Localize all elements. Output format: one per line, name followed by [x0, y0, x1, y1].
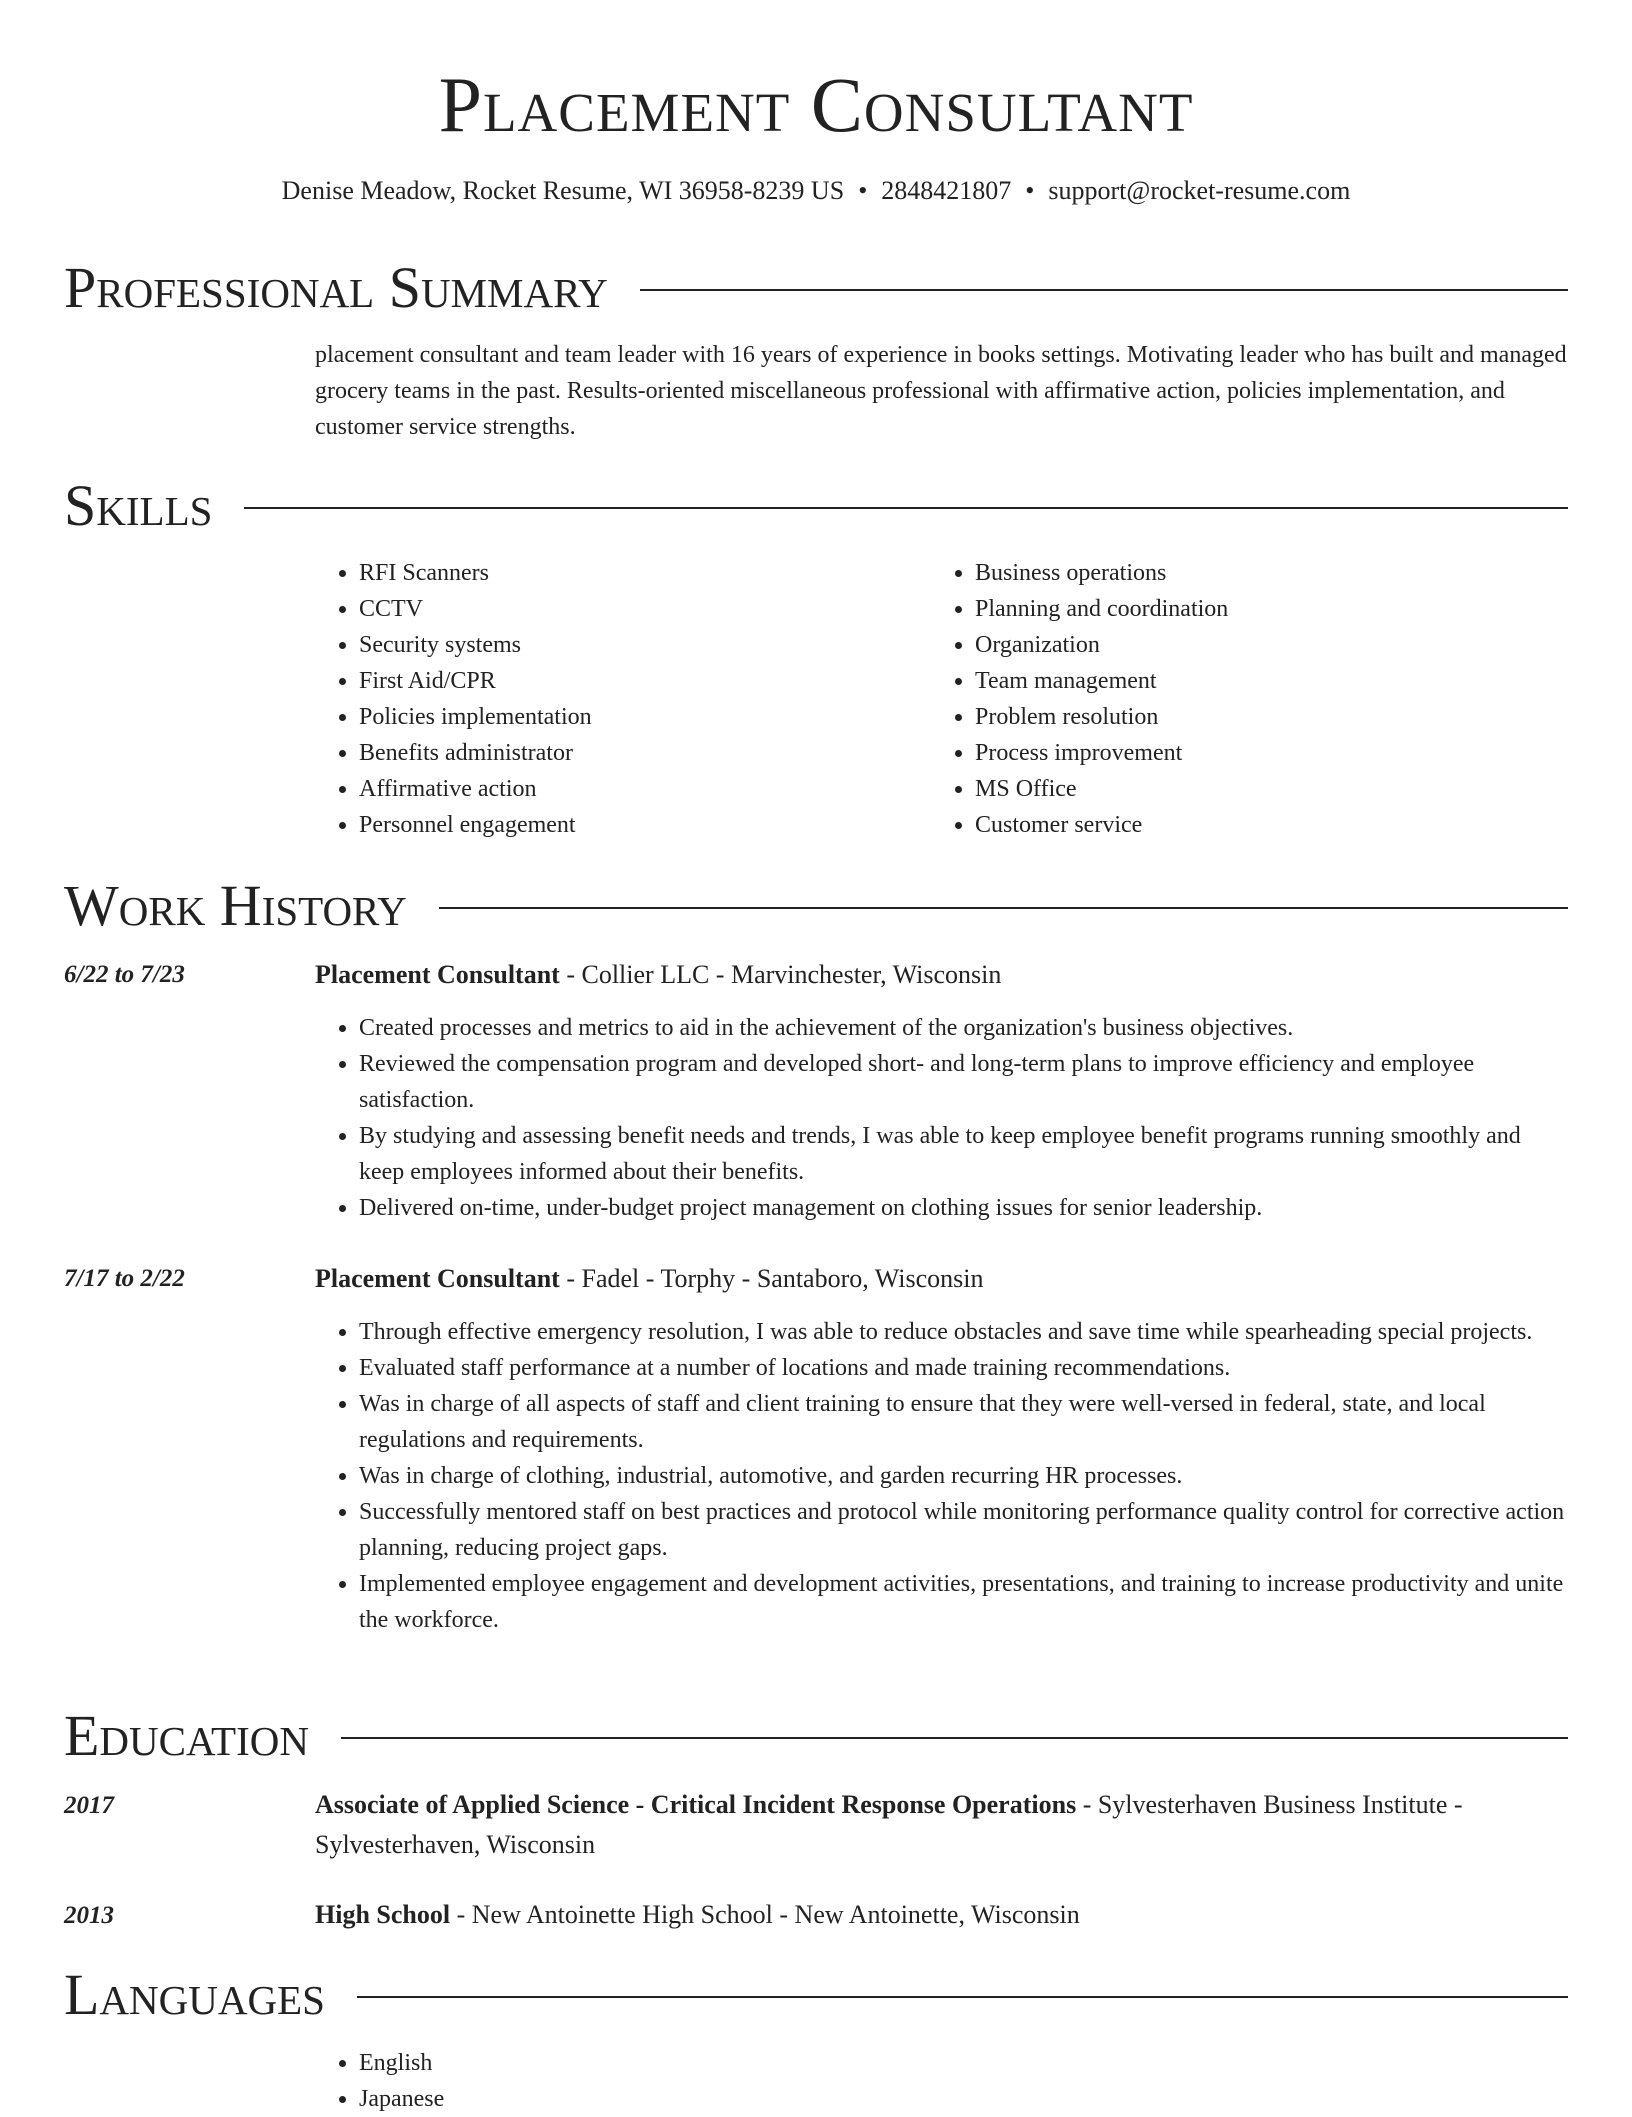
education-year: 2017 — [64, 1792, 114, 1819]
contact-email: support@rocket-resume.com — [1048, 176, 1351, 205]
job-bullet-item: • Was in charge of all aspects of staff and client training to ensure that they were well-versed in federal, state, and local regulations and requirements. — [359, 1386, 1568, 1458]
section-divider — [640, 289, 1568, 291]
language-item: • Japanese — [359, 2081, 1568, 2117]
skill-item: • Affirmative action — [359, 771, 915, 807]
languages-block — [315, 2045, 1568, 2117]
skills-left-column — [315, 555, 915, 843]
education-entry — [315, 1785, 1568, 1865]
job-bullet-item: • Created processes and metrics to aid in the achievement of the organization's business objectives. — [359, 1010, 1568, 1046]
job-bullet-item: • Delivered on-time, under-budget project management on clothing issues for senior leadership. — [359, 1190, 1568, 1226]
job-bullet-item: • Successfully mentored staff on best practices and protocol while monitoring performance quality control for corrective action planning, reducing project gaps. — [359, 1494, 1568, 1566]
job-bullets — [315, 1314, 1568, 1638]
job-bullet-list — [315, 1314, 1568, 1638]
job-bullets — [315, 1010, 1568, 1226]
job-heading — [315, 1259, 1568, 1299]
skill-item: • Team management — [975, 663, 1531, 699]
resume-title: Placement Consultant — [438, 61, 1194, 148]
section-education-header — [64, 1704, 1568, 1768]
job-dates: 6/22 to 7/23 — [64, 961, 185, 988]
skill-item: • Process improvement — [975, 735, 1531, 771]
job-title: Placement Consultant — [315, 1264, 560, 1293]
skill-item: • Problem resolution — [975, 699, 1531, 735]
skills-right-column — [931, 555, 1531, 843]
section-heading: Skills — [64, 473, 213, 538]
skill-item: • Business operations — [975, 555, 1531, 591]
skill-item: • Planning and coordination — [975, 591, 1531, 627]
section-heading: Professional Summary — [64, 255, 608, 320]
skills-list — [315, 555, 915, 843]
job-bullet-list — [315, 1010, 1568, 1226]
section-heading: Work History — [64, 873, 407, 938]
job-bullet-item: • Through effective emergency resolution, I was able to reduce obstacles and save time while spearheading special projects. — [359, 1314, 1568, 1350]
language-item: • English — [359, 2045, 1568, 2081]
contact-address: Denise Meadow, Rocket Resume, WI 36958-8239 US — [281, 176, 845, 205]
skill-item: • Personnel engagement — [359, 807, 915, 843]
summary-text: placement consultant and team leader with 16 years of experience in books settings. Motivating leader who has built and managed grocery teams in the past. Results-oriented miscellaneous professional with affirmative action, policies implementation, and customer service strengths. — [315, 342, 1567, 440]
skill-item: • RFI Scanners — [359, 555, 915, 591]
section-divider — [439, 907, 1568, 909]
skill-item: • Customer service — [975, 807, 1531, 843]
education-year: 2013 — [64, 1902, 114, 1929]
job-bullet-item: • By studying and assessing benefit needs and trends, I was able to keep employee benefit programs running smoothly and keep employees informed about their benefits. — [359, 1118, 1568, 1190]
section-work-header — [64, 874, 1568, 938]
skill-item: • CCTV — [359, 591, 915, 627]
section-summary-header — [64, 256, 1568, 320]
section-divider — [357, 1996, 1568, 1998]
contact-separator: • — [858, 176, 868, 205]
job-title: Placement Consultant — [315, 960, 560, 989]
job-heading — [315, 955, 1568, 995]
skill-item: • First Aid/CPR — [359, 663, 915, 699]
contact-separator: • — [1025, 176, 1035, 205]
section-languages-header — [64, 1963, 1568, 2027]
job-details: - Fadel - Torphy - Santaboro, Wisconsin — [559, 1264, 984, 1293]
job-details: - Collier LLC - Marvinchester, Wisconsin — [559, 960, 1002, 989]
job-bullet-item: • Reviewed the compensation program and developed short- and long-term plans to improve efficiency and employee satisfaction. — [359, 1046, 1568, 1118]
skill-item: • Security systems — [359, 627, 915, 663]
contact-phone: 2848421807 — [881, 176, 1012, 205]
section-divider — [244, 507, 1568, 509]
skill-item: • Benefits administrator — [359, 735, 915, 771]
skill-item: • MS Office — [975, 771, 1531, 807]
education-entry — [315, 1895, 1568, 1935]
education-details: - New Antoinette High School - New Antoinette, Wisconsin — [450, 1900, 1080, 1929]
languages-list — [315, 2045, 1568, 2117]
section-heading: Education — [64, 1703, 309, 1768]
skill-item: • Organization — [975, 627, 1531, 663]
section-skills-header — [64, 474, 1568, 538]
skills-list — [931, 555, 1531, 843]
job-bullet-item: • Evaluated staff performance at a number of locations and made training recommendations. — [359, 1350, 1568, 1386]
section-divider — [341, 1737, 1568, 1739]
job-bullet-item: • Was in charge of clothing, industrial, automotive, and garden recurring HR processes. — [359, 1458, 1568, 1494]
skill-item: • Policies implementation — [359, 699, 915, 735]
section-heading: Languages — [64, 1962, 325, 2027]
education-degree: Associate of Applied Science - Critical Incident Response Operations — [315, 1790, 1077, 1819]
contact-line — [0, 174, 1632, 208]
education-details: - Sylvesterhaven Business Institute - Sylvesterhaven, Wisconsin — [315, 1790, 1463, 1859]
education-degree: High School — [315, 1900, 451, 1929]
job-bullet-item: • Implemented employee engagement and development activities, presentations, and training to increase productivity and unite the workforce. — [359, 1566, 1568, 1638]
job-dates: 7/17 to 2/22 — [64, 1265, 185, 1292]
